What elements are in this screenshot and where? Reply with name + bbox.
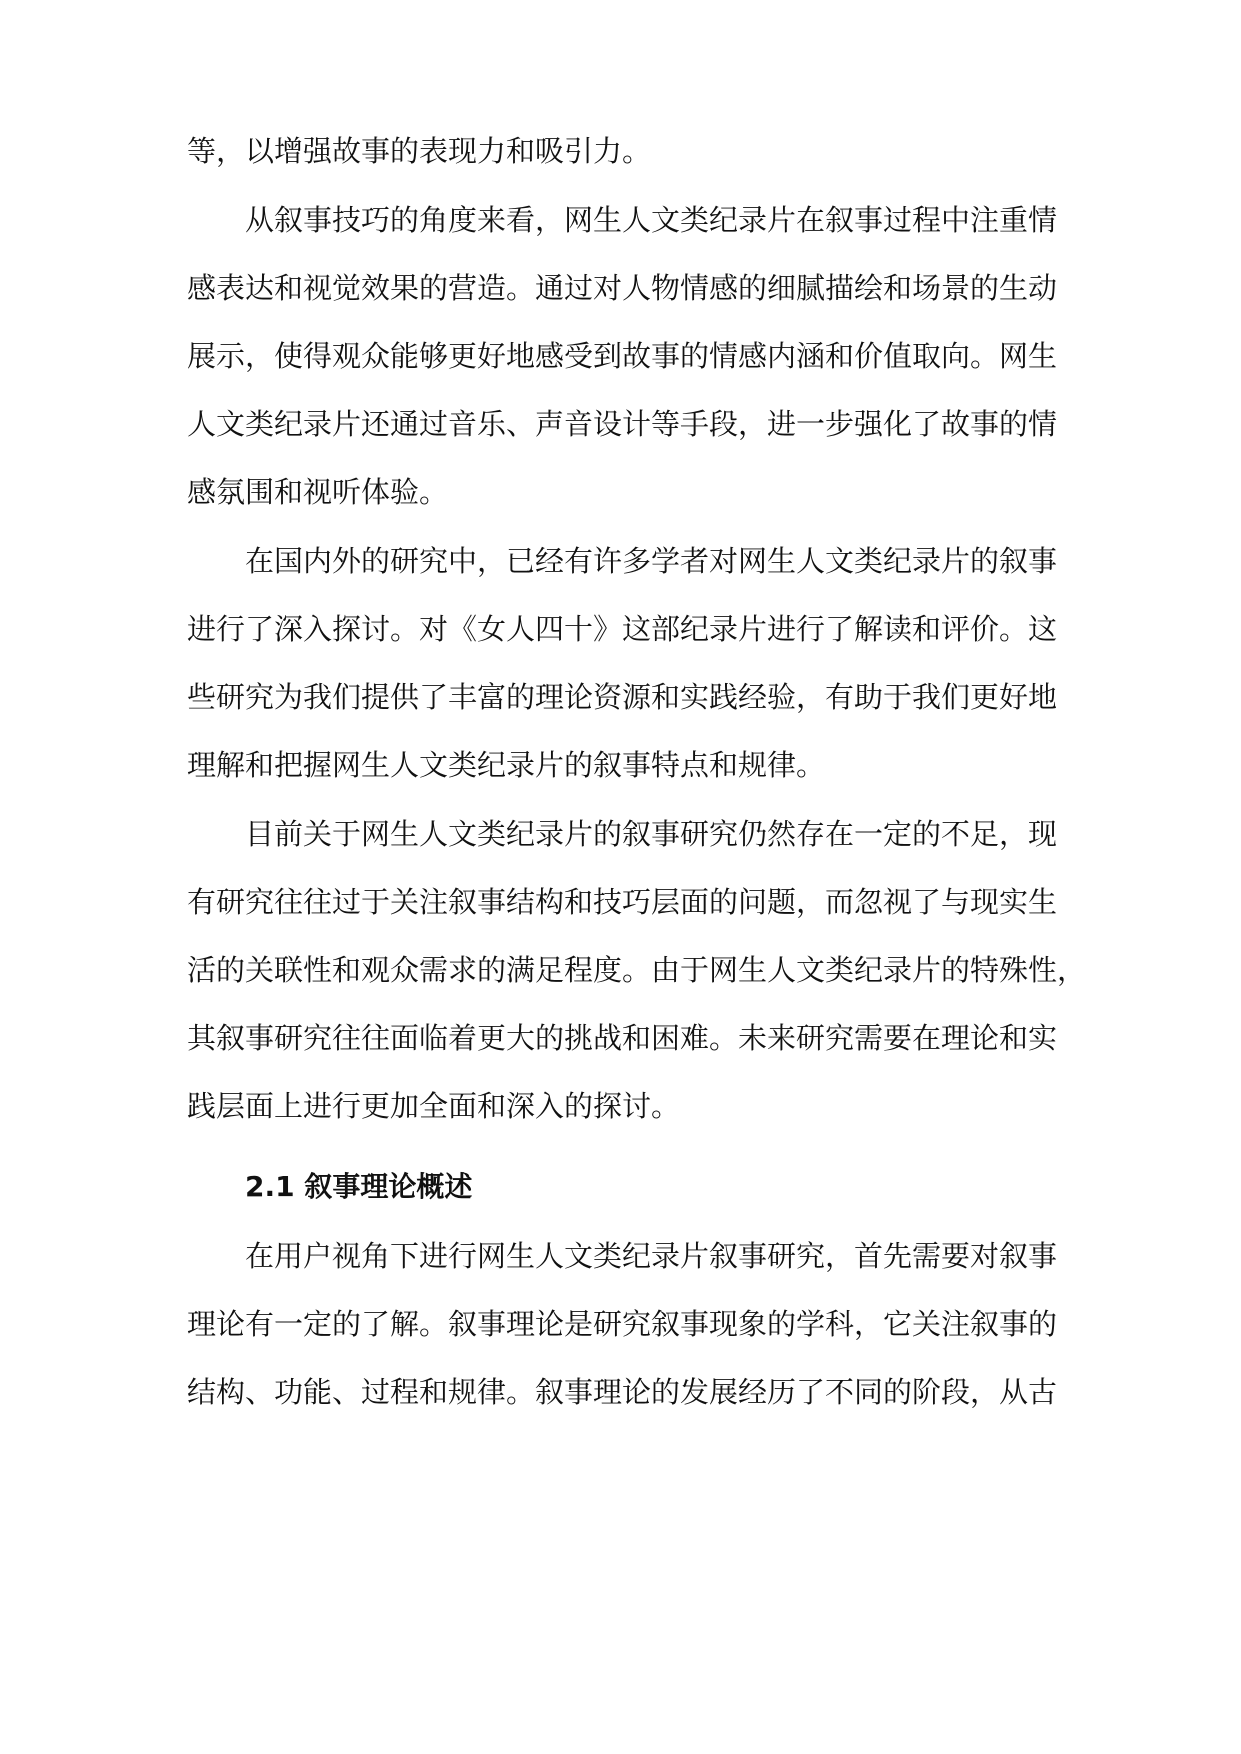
paragraph-3-line-3: 些研究为我们提供了丰富的理论资源和实践经验，有助于我们更好地 <box>187 680 1058 714</box>
paragraph-4-line-5: 践层面上进行更加全面和深入的探讨。 <box>187 1089 681 1123</box>
paragraph-4-line-4: 其叙事研究往往面临着更大的挑战和困难。未来研究需要在理论和实 <box>187 1021 1058 1055</box>
paragraph-4-line-3: 活的关联性和观众需求的满足程度。由于网生人文类纪录片的特殊性， <box>187 953 1087 987</box>
paragraph-2-line-4: 人文类纪录片还通过音乐、声音设计等手段，进一步强化了故事的情 <box>187 407 1058 441</box>
section-heading: 2.1 叙事理论概述 <box>245 1170 473 1203</box>
paragraph-2-line-3: 展示，使得观众能够更好地感受到故事的情感内涵和价值取向。网生 <box>187 339 1058 373</box>
paragraph-1-line-1: 等，以增强故事的表现力和吸引力。 <box>187 134 652 168</box>
paragraph-4-line-2: 有研究往往过于关注叙事结构和技巧层面的问题，而忽视了与现实生 <box>187 885 1058 919</box>
paragraph-4-line-1: 目前关于网生人文类纪录片的叙事研究仍然存在一定的不足，现 <box>245 817 1058 851</box>
paragraph-2-line-5: 感氛围和视听体验。 <box>187 475 449 509</box>
paragraph-5-line-2: 理论有一定的了解。叙事理论是研究叙事现象的学科，它关注叙事的 <box>187 1307 1058 1341</box>
paragraph-5-line-1: 在用户视角下进行网生人文类纪录片叙事研究，首先需要对叙事 <box>245 1239 1058 1273</box>
paragraph-2-line-2: 感表达和视觉效果的营造。通过对人物情感的细腻描绘和场景的生动 <box>187 271 1058 305</box>
paragraph-3-line-1: 在国内外的研究中，已经有许多学者对网生人文类纪录片的叙事 <box>245 544 1058 578</box>
paragraph-5-line-3: 结构、功能、过程和规律。叙事理论的发展经历了不同的阶段，从古 <box>187 1375 1058 1409</box>
paragraph-3-line-4: 理解和把握网生人文类纪录片的叙事特点和规律。 <box>187 748 826 782</box>
paragraph-2-line-1: 从叙事技巧的角度来看，网生人文类纪录片在叙事过程中注重情 <box>245 203 1058 237</box>
paragraph-3-line-2: 进行了深入探讨。对《女人四十》这部纪录片进行了解读和评价。这 <box>187 612 1058 646</box>
